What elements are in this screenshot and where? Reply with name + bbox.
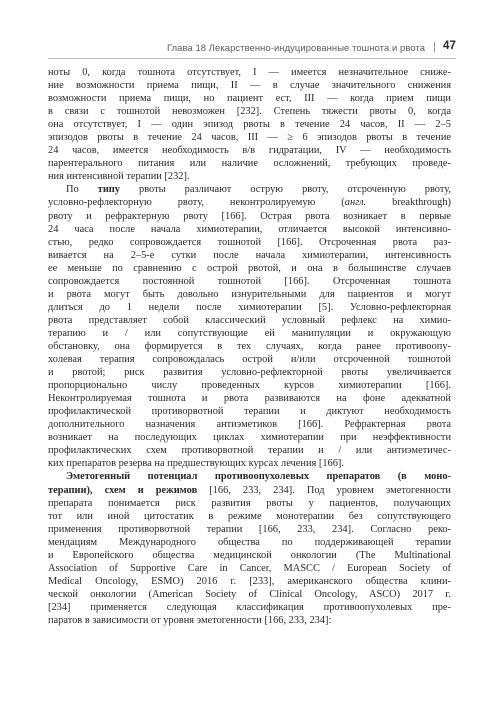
text-line	[48, 601, 451, 614]
text-run: Medical Oncology, ESMO) 2016 г. [233], американского общества клини-	[48, 575, 451, 587]
text-line	[48, 392, 451, 405]
text-line	[48, 510, 451, 523]
text-run: паратов в зависимости от уровня эметогенности [166, 233, 234]:	[48, 614, 332, 626]
text-line	[48, 262, 451, 275]
text-run: применения противорвотной терапии [166, 233, 234]. Согласно реко-	[48, 523, 451, 535]
text-line	[48, 484, 451, 497]
text-line	[48, 66, 451, 79]
text-line	[48, 170, 451, 183]
text-line	[48, 431, 451, 444]
text-run: и Европейского общества медицинской онкологии (The Multinational	[48, 549, 451, 561]
text-line	[48, 470, 451, 483]
text-run: стью, редко сопровождается тошнотой [166]. Отсроченная рвота раз-	[48, 236, 451, 248]
paragraph	[48, 183, 451, 470]
text-line	[48, 157, 451, 170]
text-run: ческой онкологии (American Society of Clinical Oncology, ASCO) 2017 г.	[48, 588, 451, 600]
text-run: холевая терапия сопровождалась острой и/или отсроченной тошнотой	[48, 354, 451, 366]
text-line	[48, 405, 451, 418]
text-run: длиться до 1 недели после химиотерапии [5]. Условно-рефлекторная	[48, 301, 451, 313]
text-run: терапию и / или сопутствующие ей манипуляции и окружающую	[48, 327, 451, 339]
text-line	[48, 549, 451, 562]
text-run: Неконтролируемая тошнота и рвота развиваются на фоне адекватной	[48, 393, 451, 405]
text-line	[48, 249, 451, 262]
page-number: 47	[443, 40, 456, 52]
text-run: рвота представляет собой классический условный рефлекс на химио-	[48, 314, 451, 326]
text-line	[48, 144, 451, 157]
text-run: дополнительного назначения антиэметиков [166]. Рефрактерная рвота	[48, 419, 451, 431]
text-line	[48, 275, 451, 288]
paragraph	[48, 66, 451, 183]
text-line	[48, 562, 451, 575]
text-run: она отсутствует, I — один эпизод рвоты в течение 24 часов, II — 2–5	[48, 119, 451, 131]
text-line	[48, 79, 451, 92]
text-line	[48, 105, 451, 118]
text-run: 24 часа после начала химиотерапии, отличается высокой интенсивно-	[48, 223, 451, 235]
text-run: breakthrough)	[366, 197, 451, 209]
text-run: ноты 0, когда тошнота отсутствует, I — имеется незначительное сниже-	[48, 67, 451, 78]
text-line	[48, 327, 451, 340]
text-line	[48, 523, 451, 536]
text-run: рвоты различают острую рвоту, отсроченную рвоту,	[120, 184, 451, 196]
text-line	[48, 575, 451, 588]
text-run: сопровождается постоянной тошнотой [166]. Отсроченная тошнота	[48, 275, 451, 287]
text-run: вивается на 2–5-е сутки после начала химиотерапии, интенсивность	[48, 249, 451, 261]
text-run: в связи с тошнотой невозможен [232]. Степень тяжести рвоты 0, когда	[48, 106, 451, 118]
text-run: По	[66, 184, 98, 196]
text-line	[48, 444, 451, 457]
bold-text: Эметогенный потенциал противоопухолевых препаратов (в моно-	[66, 471, 451, 483]
text-line	[48, 314, 451, 327]
text-run: и рвота могут быть довольно изнурительными для пациентов и могут	[48, 288, 451, 300]
bold-text: терапии), схем и режимов	[48, 484, 198, 496]
header-separator: |	[433, 41, 436, 53]
text-run: профилактических схем противорвотной терапии и / или антиэметичес-	[48, 445, 451, 457]
text-run: 24 часов, имеется необходимость в/в гидратации, IV — необходимость	[48, 145, 451, 157]
italic-text: англ.	[344, 197, 367, 209]
text-line	[48, 353, 451, 366]
text-line	[48, 92, 451, 105]
text-line	[48, 183, 451, 196]
text-run: ния интенсивной терапии [232].	[48, 171, 190, 183]
text-run: и рвотой; риск развития условно-рефлекторной рвоты увеличивается	[48, 367, 451, 379]
text-run: ее меньше по сравнению с острой рвотой, и она в большинстве случаев	[48, 262, 451, 274]
text-run: [234] применяется следующая классификация противоопухолевых пре-	[48, 601, 451, 613]
text-line	[48, 131, 451, 144]
chapter-title: Глава 18 Лекарственно-индуцированные тошнота и рвота	[166, 42, 426, 53]
text-line	[48, 497, 451, 510]
text-line	[48, 236, 451, 249]
running-header	[48, 42, 456, 59]
body-text	[48, 66, 451, 627]
text-line	[48, 223, 451, 236]
text-line	[48, 418, 451, 431]
text-line	[48, 210, 451, 223]
text-line	[48, 536, 451, 549]
text-run: парентерального питания или наличие осложнений, требующих проведе-	[48, 158, 451, 170]
text-line	[48, 379, 451, 392]
text-run: профилактической противорвотной терапии и диктуют необходимость	[48, 406, 451, 418]
text-run: возникает на последующих циклах химиотерапии при неэффективности	[48, 432, 451, 444]
text-run: пропорционально числу проведенных курсов химиотерапии [166].	[48, 380, 451, 392]
text-line	[48, 588, 451, 601]
text-run: Association of Supportive Care in Cancer, MASCC / European Society of	[48, 562, 451, 574]
text-run: [166, 233, 234]. Под уровнем эметогенности	[197, 484, 451, 496]
text-line	[48, 301, 451, 314]
text-run: ких препаратов резерва на предшествующих курсах лечения [166].	[48, 458, 344, 470]
text-line	[48, 457, 451, 470]
text-run: тот или иной цитостатик в режиме монотерапии без сопутствующего	[48, 510, 451, 522]
text-run: эпизодов рвоты в течение 24 часов, III — ≥ 6 эпизодов рвоты в течение	[48, 132, 451, 144]
text-run: рвоту и рефрактерную рвоту [166]. Острая рвота возникает в первые	[48, 210, 451, 222]
paragraph	[48, 470, 451, 627]
text-run: мендациям Международного общества по поддерживающей терапии	[48, 536, 451, 548]
text-line	[48, 340, 451, 353]
text-run: обстановку, она формируется в тех случаях, когда ранее противоопу-	[48, 340, 451, 352]
bold-text: типу	[97, 184, 120, 196]
text-run: препарата понимается риск развития рвоты у пациентов, получающих	[48, 497, 451, 509]
text-line	[48, 118, 451, 131]
text-run: ние возможности приема пищи, II — в случае значительного снижения	[48, 80, 451, 92]
text-line	[48, 196, 451, 209]
text-run: условно-рефлекторную рвоту, неконтролируемую (	[48, 197, 345, 209]
text-line	[48, 366, 451, 379]
text-line	[48, 614, 451, 627]
text-run: возможности приема пищи, но пациент ест, III — когда прием пищи	[48, 93, 451, 105]
text-line	[48, 288, 451, 301]
